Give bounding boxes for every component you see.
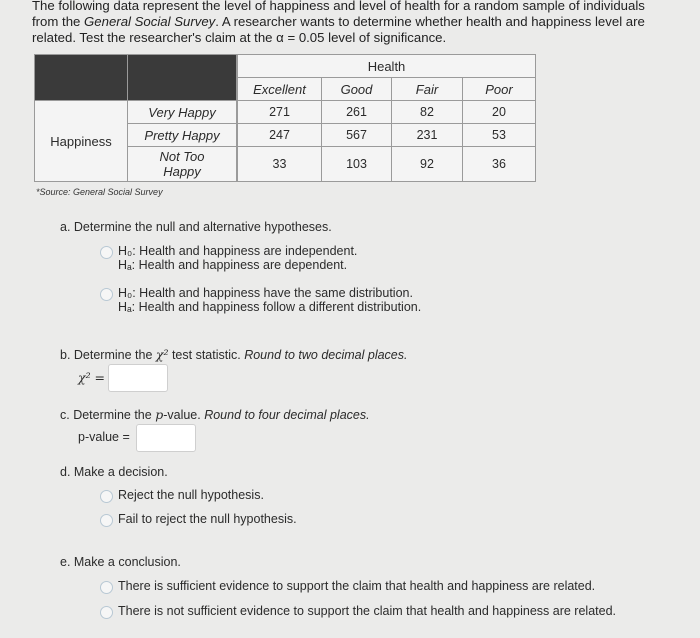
row-label-not-too-happy: Not Too Happy bbox=[128, 147, 237, 182]
part-a-prompt: a. Determine the null and alternative hypotheses. bbox=[60, 220, 332, 234]
rounding-instruction: Round to four decimal places. bbox=[204, 408, 370, 422]
col-header-poor: Poor bbox=[463, 78, 536, 101]
radio-button[interactable] bbox=[100, 606, 113, 619]
table-cell: 33 bbox=[238, 147, 322, 182]
radio-button[interactable] bbox=[100, 581, 113, 594]
option-2-h0: H₀: Health and happiness have the same distribution. bbox=[118, 286, 413, 300]
contingency-table bbox=[34, 54, 536, 182]
option-label: There is sufficient evidence to support the claim that health and happiness are related. bbox=[118, 579, 596, 593]
table-cell: 231 bbox=[392, 124, 463, 147]
col-header-fair: Fair bbox=[392, 78, 463, 101]
row-label-very-happy: Very Happy bbox=[128, 101, 237, 124]
table-cell: 271 bbox=[238, 101, 322, 124]
part-e-prompt: e. Make a conclusion. bbox=[60, 555, 181, 569]
table-cell: 53 bbox=[463, 124, 536, 147]
intro-line-2 bbox=[32, 14, 672, 30]
part-a-option-1[interactable] bbox=[100, 244, 357, 272]
table-cell: 82 bbox=[392, 101, 463, 124]
part-b-prompt-post: test statistic. bbox=[168, 348, 245, 362]
part-c-prompt-post: -value. bbox=[163, 408, 205, 422]
chi-square-label: χ² = bbox=[78, 370, 106, 385]
col-header-excellent: Excellent bbox=[238, 78, 322, 101]
intro-line-1: The following data represent the level of happiness and level of health for a random sample of individuals bbox=[32, 0, 645, 13]
row-label-pretty-happy: Pretty Happy bbox=[128, 124, 237, 147]
intro-line-2-pre: from the bbox=[32, 14, 85, 29]
intro-line-3: related. Test the researcher's claim at the α = 0.05 level of significance. bbox=[32, 30, 447, 45]
problem-statement bbox=[32, 0, 672, 46]
table-cell: 36 bbox=[463, 147, 536, 182]
option-1-ha: Hₐ: Health and happiness are dependent. bbox=[118, 258, 348, 272]
table-cell: 261 bbox=[322, 101, 392, 124]
part-e-option-sufficient[interactable] bbox=[100, 579, 595, 594]
part-e-option-not-sufficient[interactable] bbox=[100, 604, 616, 619]
p-symbol: p bbox=[155, 407, 164, 422]
option-1-h0: H₀: Health and happiness are independent. bbox=[118, 244, 358, 258]
table-corner bbox=[35, 55, 128, 101]
part-a-option-2[interactable] bbox=[100, 286, 421, 314]
table-corner-2 bbox=[128, 55, 237, 101]
option-2-ha: Hₐ: Health and happiness follow a different distribution. bbox=[118, 300, 422, 314]
option-label: Fail to reject the null hypothesis. bbox=[118, 512, 297, 526]
intro-line-2-post: . A researcher wants to determine whether health and happiness level are bbox=[215, 14, 645, 29]
table-cell: 567 bbox=[322, 124, 392, 147]
part-b-prompt-pre: b. Determine the bbox=[60, 348, 156, 362]
col-header-good: Good bbox=[322, 78, 392, 101]
part-b-prompt bbox=[60, 347, 407, 362]
survey-name: General Social Survey bbox=[84, 14, 216, 29]
option-label: Reject the null hypothesis. bbox=[118, 488, 264, 502]
radio-button[interactable] bbox=[100, 246, 113, 259]
p-value-input[interactable] bbox=[136, 424, 196, 452]
part-d-option-reject[interactable] bbox=[100, 488, 264, 503]
p-value-label: p-value = bbox=[78, 430, 130, 444]
rounding-instruction: Round to two decimal places. bbox=[244, 348, 408, 362]
part-d-option-fail-to-reject[interactable] bbox=[100, 512, 297, 527]
table-cell: 20 bbox=[463, 101, 536, 124]
source-note: *Source: General Social Survey bbox=[36, 187, 163, 197]
table-cell: 103 bbox=[322, 147, 392, 182]
option-label: There is not sufficient evidence to support the claim that health and happiness are related. bbox=[118, 604, 616, 618]
radio-button[interactable] bbox=[100, 514, 113, 527]
part-c-prompt-pre: c. Determine the bbox=[60, 408, 156, 422]
part-d-prompt: d. Make a decision. bbox=[60, 465, 168, 479]
part-c-prompt bbox=[60, 407, 370, 422]
table-cell: 247 bbox=[238, 124, 322, 147]
chi-square-symbol: χ² bbox=[155, 347, 169, 362]
radio-button[interactable] bbox=[100, 490, 113, 503]
health-header: Health bbox=[238, 55, 536, 78]
radio-button[interactable] bbox=[100, 288, 113, 301]
row-group-happiness: Happiness bbox=[35, 101, 128, 182]
chi-square-input[interactable] bbox=[108, 364, 168, 392]
table-cell: 92 bbox=[392, 147, 463, 182]
